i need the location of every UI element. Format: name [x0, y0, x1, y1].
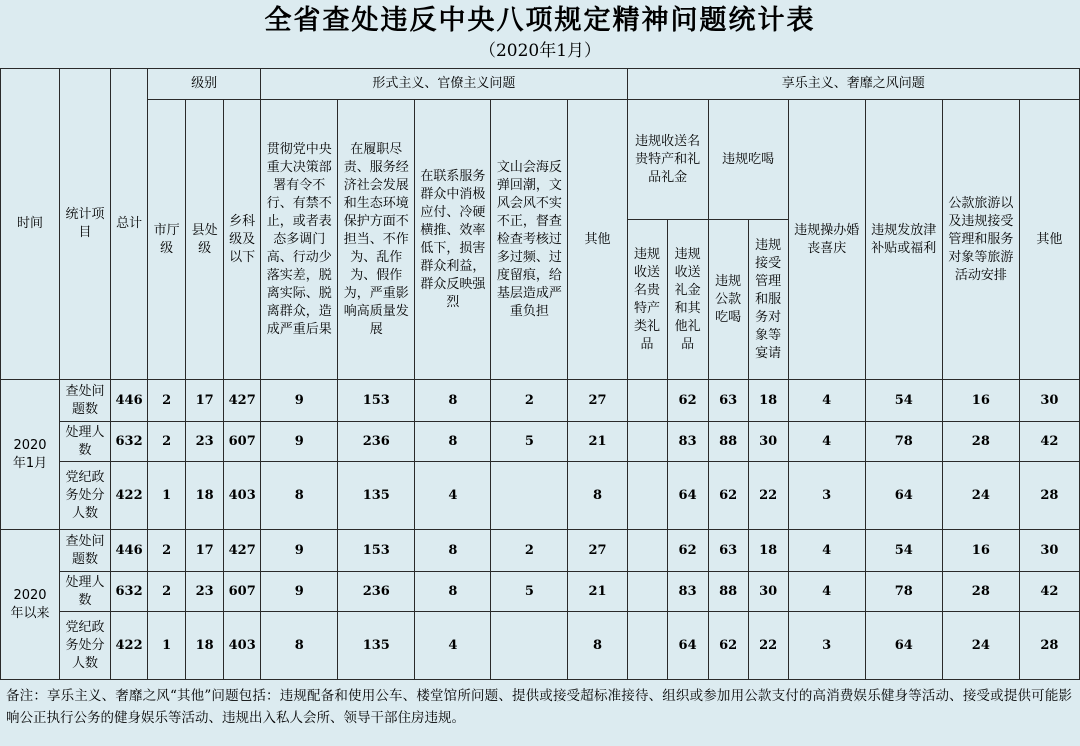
- cell-f4: [491, 462, 568, 530]
- cell-m1: 63: [708, 380, 748, 422]
- row-stat-item: 处理人数: [60, 422, 111, 462]
- cell-h5: 24: [942, 612, 1019, 680]
- cell-h6: 30: [1019, 530, 1079, 572]
- header-gift-2: 违规收送礼金和其他礼品: [667, 220, 708, 380]
- cell-city: 2: [148, 572, 186, 612]
- row-time: 2020年以来: [1, 530, 60, 680]
- cell-f5: 21: [568, 422, 627, 462]
- cell-h4: 64: [865, 462, 942, 530]
- table-title: 全省查处违反中央八项规定精神问题统计表: [264, 5, 816, 36]
- cell-county: 18: [186, 612, 224, 680]
- cell-h4: 54: [865, 380, 942, 422]
- header-level-county: 县处级: [186, 100, 224, 380]
- cell-city: 1: [148, 462, 186, 530]
- cell-f4: [491, 612, 568, 680]
- statistics-table: [0, 68, 1080, 680]
- cell-h6: 28: [1019, 612, 1079, 680]
- cell-f3: 8: [415, 422, 491, 462]
- cell-county: 23: [186, 572, 224, 612]
- cell-h3: 4: [788, 572, 865, 612]
- cell-g1: [627, 530, 667, 572]
- cell-f2: 153: [338, 530, 415, 572]
- cell-county: 23: [186, 422, 224, 462]
- cell-m2: 18: [748, 380, 788, 422]
- cell-f4: 5: [491, 422, 568, 462]
- header-meal-group: 违规吃喝: [708, 100, 788, 220]
- cell-county: 18: [186, 462, 224, 530]
- cell-f5: 8: [568, 462, 627, 530]
- cell-f5: 27: [568, 530, 627, 572]
- cell-g2: 64: [667, 612, 708, 680]
- cell-f1: 9: [261, 422, 338, 462]
- cell-g2: 83: [667, 572, 708, 612]
- cell-city: 1: [148, 612, 186, 680]
- cell-g1: [627, 380, 667, 422]
- cell-h6: 28: [1019, 462, 1079, 530]
- cell-f2: 135: [338, 612, 415, 680]
- table-row: [1, 422, 1080, 462]
- cell-county: 17: [186, 380, 224, 422]
- cell-m1: 88: [708, 572, 748, 612]
- header-formalism-2: 在履职尽责、服务经济社会发展和生态环境保护方面不担当、不作为、乱作为、假作为，严重影响高质量发展: [338, 100, 415, 380]
- cell-f4: 2: [491, 530, 568, 572]
- cell-f1: 9: [261, 572, 338, 612]
- header-hedonism-other: 其他: [1019, 100, 1079, 380]
- cell-m2: 18: [748, 530, 788, 572]
- table-row: [1, 380, 1080, 422]
- cell-f2: 135: [338, 462, 415, 530]
- header-formalism-1: 贯彻党中央重大决策部署有令不行、有禁不止，或者表态多调门高、行动少落实差，脱离实际、脱离群众，造成严重后果: [261, 100, 338, 380]
- table-row: [1, 572, 1080, 612]
- cell-m2: 22: [748, 462, 788, 530]
- cell-county: 17: [186, 530, 224, 572]
- header-total: 总计: [111, 69, 148, 380]
- header-formalism-4: 文山会海反弹回潮，文风会风不实不正，督查检查考核过多过频、过度留痕，给基层造成严重负担: [491, 100, 568, 380]
- cell-m1: 62: [708, 612, 748, 680]
- cell-township: 607: [224, 572, 261, 612]
- cell-h3: 4: [788, 530, 865, 572]
- cell-h3: 4: [788, 422, 865, 462]
- cell-total: 632: [111, 422, 148, 462]
- cell-f2: 236: [338, 572, 415, 612]
- cell-city: 2: [148, 380, 186, 422]
- row-stat-item: 处理人数: [60, 572, 111, 612]
- header-level-township: 乡科级及以下: [224, 100, 261, 380]
- cell-township: 427: [224, 530, 261, 572]
- footnote: 备注：享乐主义、奢靡之风“其他”问题包括：违规配备和使用公车、楼堂馆所问题、提供或接受超标准接待、组织或参加用公款支付的高消费娱乐健身等活动、接受或提供可能影响公正执行公务的健身娱乐等活动、违规出入私人会所、领导干部住房违规。: [6, 688, 1072, 726]
- row-stat-item: 党纪政务处分人数: [60, 462, 111, 530]
- header-gift-1: 违规收送名贵特产类礼品: [627, 220, 667, 380]
- cell-m1: 63: [708, 530, 748, 572]
- header-hedonism-5: 公款旅游以及违规接受管理和服务对象等旅游活动安排: [942, 100, 1019, 380]
- cell-total: 422: [111, 612, 148, 680]
- table-row: [1, 612, 1080, 680]
- cell-h5: 16: [942, 530, 1019, 572]
- cell-m1: 62: [708, 462, 748, 530]
- cell-total: 446: [111, 380, 148, 422]
- header-level-group: 级别: [148, 69, 261, 100]
- cell-m2: 30: [748, 422, 788, 462]
- cell-m1: 88: [708, 422, 748, 462]
- cell-total: 422: [111, 462, 148, 530]
- row-stat-item: 查处问题数: [60, 530, 111, 572]
- cell-f1: 9: [261, 380, 338, 422]
- cell-h6: 42: [1019, 422, 1079, 462]
- cell-f1: 8: [261, 462, 338, 530]
- cell-f2: 236: [338, 422, 415, 462]
- cell-h4: 54: [865, 530, 942, 572]
- cell-f1: 9: [261, 530, 338, 572]
- cell-h3: 3: [788, 612, 865, 680]
- cell-g2: 64: [667, 462, 708, 530]
- cell-f2: 153: [338, 380, 415, 422]
- cell-total: 446: [111, 530, 148, 572]
- cell-f5: 8: [568, 612, 627, 680]
- table-row: [1, 462, 1080, 530]
- row-stat-item: 党纪政务处分人数: [60, 612, 111, 680]
- cell-h5: 24: [942, 462, 1019, 530]
- row-stat-item: 查处问题数: [60, 380, 111, 422]
- cell-h6: 30: [1019, 380, 1079, 422]
- header-stat-item: 统计项目: [60, 69, 111, 380]
- cell-f3: 4: [415, 612, 491, 680]
- cell-h5: 16: [942, 380, 1019, 422]
- cell-f3: 8: [415, 530, 491, 572]
- cell-f3: 8: [415, 572, 491, 612]
- cell-township: 607: [224, 422, 261, 462]
- cell-f3: 4: [415, 462, 491, 530]
- cell-g1: [627, 462, 667, 530]
- header-level-city: 市厅级: [148, 100, 186, 380]
- cell-township: 403: [224, 612, 261, 680]
- header-time: 时间: [1, 69, 60, 380]
- cell-f5: 27: [568, 380, 627, 422]
- cell-h4: 78: [865, 422, 942, 462]
- header-gift-group: 违规收送名贵特产和礼品礼金: [627, 100, 708, 220]
- cell-g1: [627, 612, 667, 680]
- cell-m2: 30: [748, 572, 788, 612]
- header-formalism-3: 在联系服务群众中消极应付、冷硬横推、效率低下，损害群众利益，群众反映强烈: [415, 100, 491, 380]
- header-hedonism-4: 违规发放津补贴或福利: [865, 100, 942, 380]
- cell-h3: 3: [788, 462, 865, 530]
- cell-h5: 28: [942, 422, 1019, 462]
- table-row: [1, 530, 1080, 572]
- cell-f1: 8: [261, 612, 338, 680]
- cell-h6: 42: [1019, 572, 1079, 612]
- header-formalism-other: 其他: [568, 100, 627, 380]
- cell-h4: 78: [865, 572, 942, 612]
- cell-city: 2: [148, 422, 186, 462]
- cell-h5: 28: [942, 572, 1019, 612]
- cell-township: 403: [224, 462, 261, 530]
- cell-g1: [627, 572, 667, 612]
- row-time: 2020年1月: [1, 380, 60, 530]
- header-hedonism-3: 违规操办婚丧喜庆: [788, 100, 865, 380]
- cell-h4: 64: [865, 612, 942, 680]
- cell-f5: 21: [568, 572, 627, 612]
- cell-total: 632: [111, 572, 148, 612]
- cell-g1: [627, 422, 667, 462]
- cell-f4: 5: [491, 572, 568, 612]
- cell-f4: 2: [491, 380, 568, 422]
- cell-h3: 4: [788, 380, 865, 422]
- header-formalism-group: 形式主义、官僚主义问题: [261, 69, 627, 100]
- cell-township: 427: [224, 380, 261, 422]
- header-meal-1: 违规公款吃喝: [708, 220, 748, 380]
- header-hedonism-group: 享乐主义、奢靡之风问题: [627, 69, 1079, 100]
- table-subtitle: （2020年1月）: [478, 41, 602, 61]
- header-meal-2: 违规接受管理和服务对象等宴请: [748, 220, 788, 380]
- cell-f3: 8: [415, 380, 491, 422]
- cell-g2: 62: [667, 380, 708, 422]
- cell-m2: 22: [748, 612, 788, 680]
- cell-g2: 62: [667, 530, 708, 572]
- cell-city: 2: [148, 530, 186, 572]
- cell-g2: 83: [667, 422, 708, 462]
